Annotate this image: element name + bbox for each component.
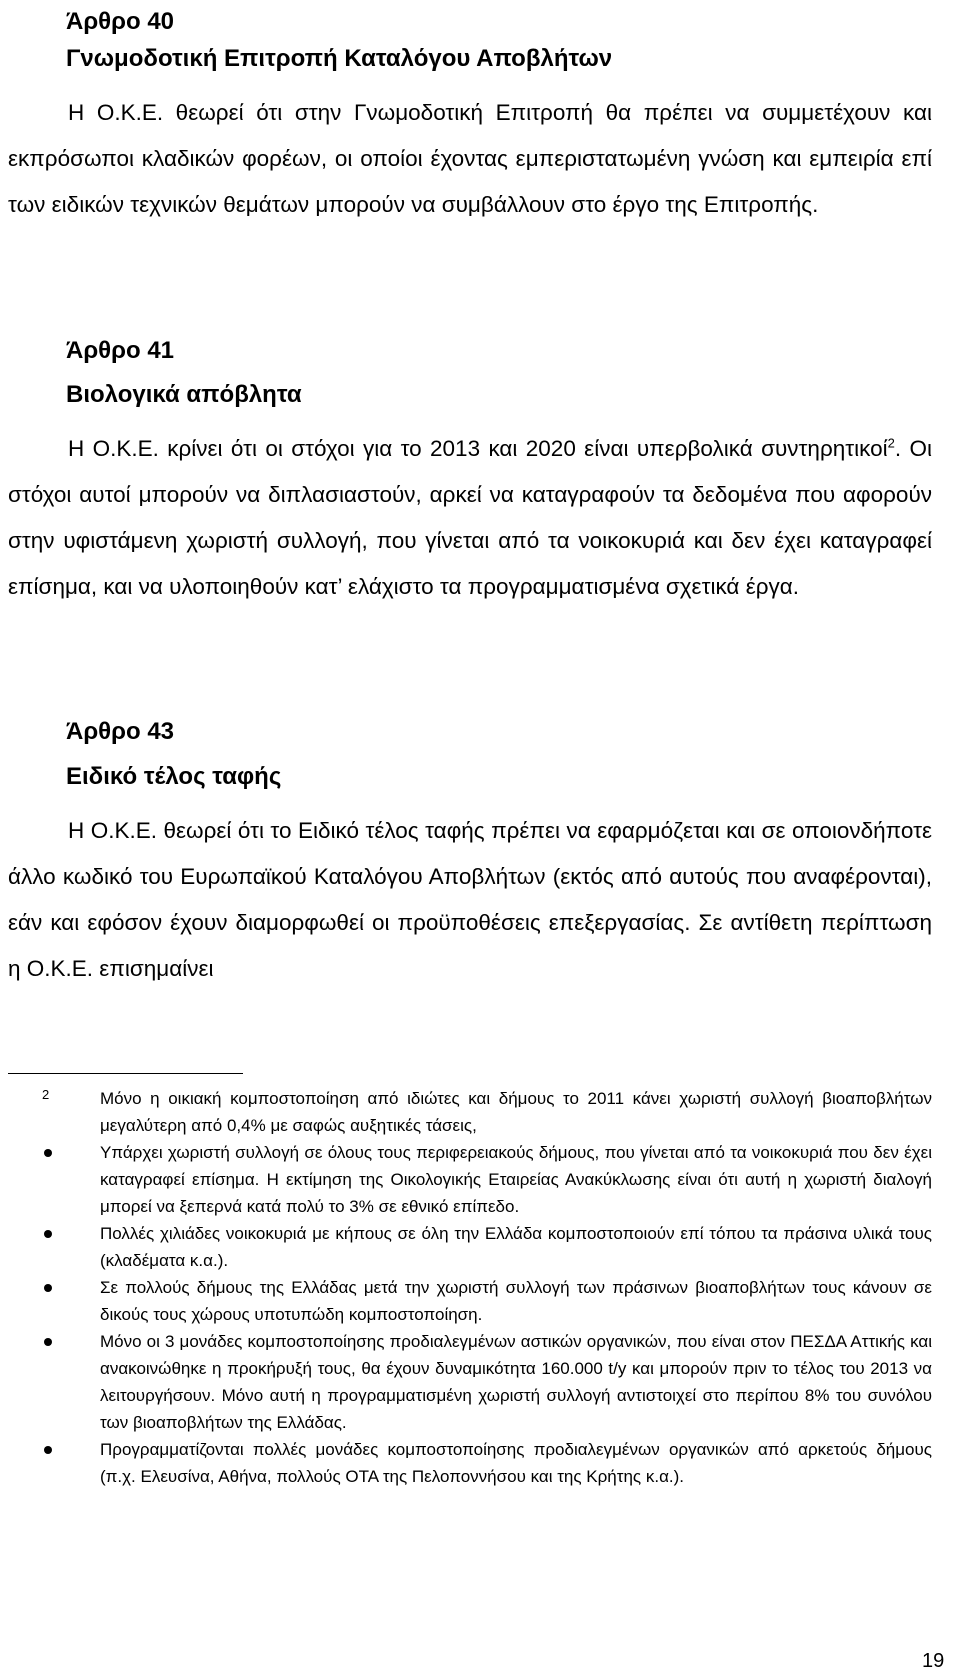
footnote-item-text: Μόνο οι 3 μονάδες κομποστοποίησης προδιαλεγμένων αστικών οργανικών, που είναι στον ΠΕΣΔΑ Αττικής και ανακοινώθηκε η προκήρυξή τους, θα έχουν δυναμικότητα 160.000 t/y και μπορούν πριν το τέλος του 2013 να λειτουργήσουν. Μόνο αυτή η προγραμματισμένη χωριστή συλλογή αντιστοιχεί στο περίπου 8% του συνόλου των βιοαποβλήτων της Ελλάδας. bbox=[100, 1332, 932, 1432]
footnote-item bbox=[8, 1139, 932, 1220]
footnote-separator bbox=[8, 1073, 243, 1074]
footnote-item bbox=[8, 1274, 932, 1328]
article-41-body-text-start: Η Ο.Κ.Ε. κρίνει ότι οι στόχοι για το 2013 και 2020 είναι υπερβολικά συντηρητικοί bbox=[68, 436, 888, 461]
article-43-title: Άρθρο 43 bbox=[66, 718, 175, 745]
footnote-item bbox=[8, 1328, 932, 1436]
footnote-item bbox=[8, 1085, 932, 1139]
footnote-list bbox=[8, 1085, 932, 1490]
footnote-item-text: Πολλές χιλιάδες νοικοκυριά με κήπους σε όλη την Ελλάδα κομποστοποιούν επί τόπου τα πράσινα υλικά τους (κλαδέματα κ.α.). bbox=[100, 1224, 932, 1270]
article-41-subtitle: Βιολογικά απόβλητα bbox=[66, 381, 302, 408]
footnote-item-text: Υπάρχει χωριστή συλλογή σε όλους τους περιφερειακούς δήμους, που γίνεται από τα νοικοκυριά που δεν έχει καταγραφεί επίσημα. Η εκτίμηση της Οικολογικής Εταιρείας Ανακύκλωσης είναι ότι αυτή η χωριστή διαλογή μπορεί να ξεπερνά κατά πολύ το 3% σε εθνικό επίπεδο. bbox=[100, 1143, 932, 1216]
bullet-icon bbox=[44, 1338, 52, 1346]
article-43-body-text: Η Ο.Κ.Ε. θεωρεί ότι το Ειδικό τέλος ταφής πρέπει να εφαρμόζεται και σε οποιονδήποτε άλλο κωδικό του Ευρωπαϊκού Καταλόγου Αποβλήτων (εκτός από αυτούς που αναφέρονται), εάν και εφόσον έχουν διαμορφωθεί οι προϋποθέσεις επεξεργασίας. Σε αντίθετη περίπτωση η Ο.Κ.Ε. επισημαίνει bbox=[8, 818, 932, 981]
bullet-icon bbox=[44, 1446, 52, 1454]
article-43-subtitle: Ειδικό τέλος ταφής bbox=[66, 763, 282, 790]
footnote-reference[interactable]: 2 bbox=[887, 435, 895, 451]
article-43-body bbox=[8, 808, 932, 992]
article-40-body bbox=[8, 90, 932, 228]
bullet-icon bbox=[44, 1230, 52, 1238]
footnote-item-text: Σε πολλούς δήμους της Ελλάδας μετά την χωριστή συλλογή των πράσινων βιοαποβλήτων τους κάνουν σε δικούς τους χώρους υποτυπώδη κομποστοποίηση. bbox=[100, 1278, 932, 1324]
article-41-title: Άρθρο 41 bbox=[66, 337, 175, 364]
article-41-body bbox=[8, 426, 932, 610]
article-40-body-text: Η Ο.Κ.Ε. θεωρεί ότι στην Γνωμοδοτική Επιτροπή θα πρέπει να συμμετέχουν και εκπρόσωποι κλαδικών φορέων, οι οποίοι έχοντας εμπεριστατωμένη γνώση και εμπειρία επί των ειδικών τεχνικών θεμάτων μπορούν να συμβάλλουν στο έργο της Επιτροπής. bbox=[8, 100, 932, 217]
bullet-icon bbox=[44, 1284, 52, 1292]
footnote-item-text: Μόνο η οικιακή κομποστοποίηση από ιδιώτες και δήμους το 2011 κάνει χωριστή συλλογή βιοαποβλήτων μεγαλύτερη από 0,4% με σαφώς αυξητικές τάσεις, bbox=[100, 1089, 932, 1135]
page-number: 19 bbox=[922, 1650, 945, 1672]
article-41-body-text-end: . Οι στόχοι αυτοί μπορούν να διπλασιαστούν, αρκεί να καταγραφούν τα δεδομένα που αφορούν στην υφιστάμενη χωριστή συλλογή, που γίνεται από τα νοικοκυριά και δεν έχει καταγραφεί επίσημα, και να υλοποιηθούν κατ’ ελάχιστο τα προγραμματισμένα σχετικά έργα. bbox=[8, 436, 932, 599]
footnote-item bbox=[8, 1220, 932, 1274]
article-40-subtitle: Γνωμοδοτική Επιτροπή Καταλόγου Αποβλήτων bbox=[66, 45, 613, 72]
article-40-title: Άρθρο 40 bbox=[66, 8, 175, 35]
bullet-icon bbox=[44, 1149, 52, 1157]
footnote-item bbox=[8, 1436, 932, 1490]
footnote-item-text: Προγραμματίζονται πολλές μονάδες κομποστοποίησης προδιαλεγμένων οργανικών από αρκετούς δήμους (π.χ. Ελευσίνα, Αθήνα, πολλούς ΟΤΑ της Πελοποννήσου και της Κρήτης κ.α.). bbox=[100, 1440, 932, 1486]
footnote-marker: 2 bbox=[42, 1087, 50, 1102]
